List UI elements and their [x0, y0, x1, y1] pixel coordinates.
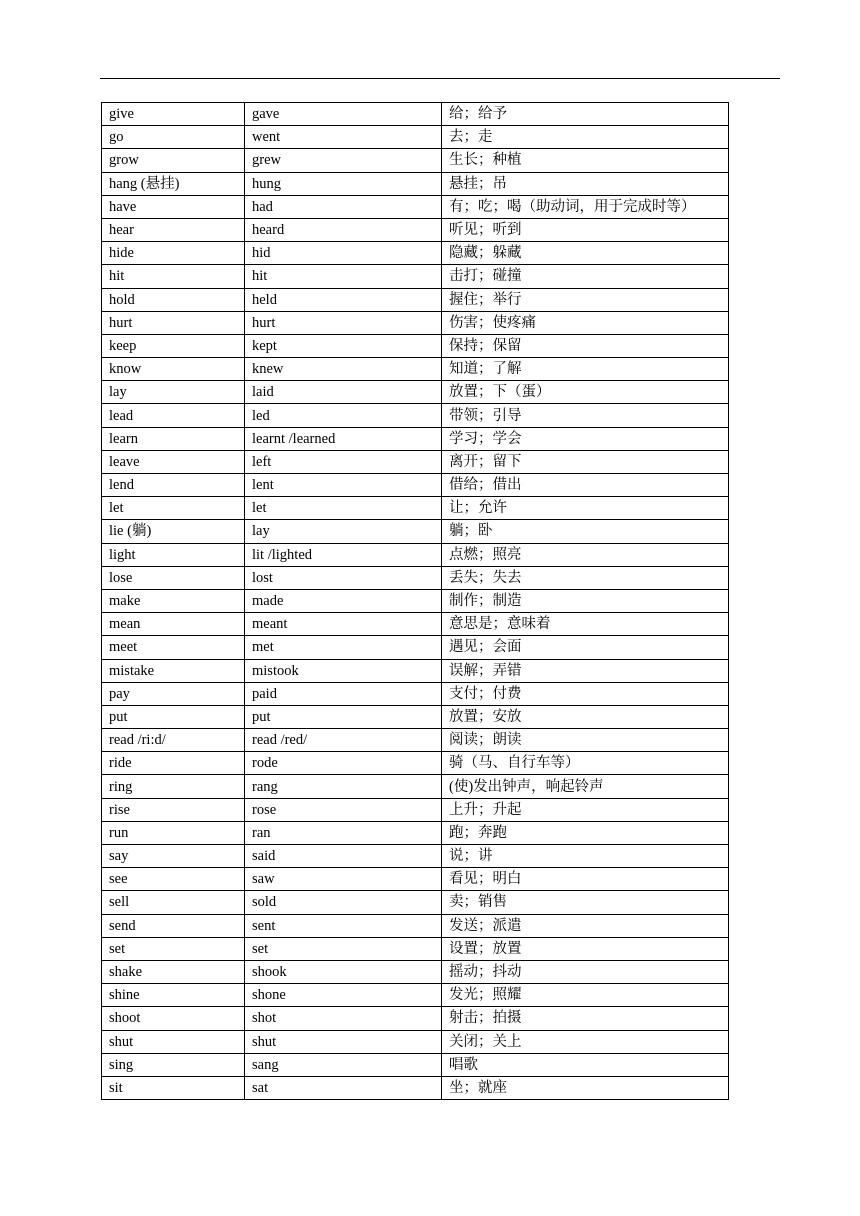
cell-base-form: shoot — [102, 1007, 245, 1030]
cell-meaning: (使)发出钟声，响起铃声 — [442, 775, 729, 798]
cell-meaning: 说；讲 — [442, 845, 729, 868]
cell-past-tense: sat — [245, 1076, 442, 1099]
table-row — [102, 450, 729, 473]
cell-base-form: hit — [102, 265, 245, 288]
table-row — [102, 497, 729, 520]
cell-meaning: 听见；听到 — [442, 218, 729, 241]
cell-base-form: see — [102, 868, 245, 891]
cell-past-tense: meant — [245, 613, 442, 636]
cell-past-tense: lit /lighted — [245, 543, 442, 566]
cell-base-form: shut — [102, 1030, 245, 1053]
cell-meaning: 去；走 — [442, 126, 729, 149]
cell-base-form: rise — [102, 798, 245, 821]
cell-meaning: 躺；卧 — [442, 520, 729, 543]
cell-meaning: 知道；了解 — [442, 358, 729, 381]
cell-meaning: 离开；留下 — [442, 450, 729, 473]
cell-past-tense: sold — [245, 891, 442, 914]
cell-meaning: 生长；种植 — [442, 149, 729, 172]
cell-meaning: 遇见；会面 — [442, 636, 729, 659]
cell-past-tense: lent — [245, 474, 442, 497]
cell-base-form: shine — [102, 984, 245, 1007]
cell-meaning: 关闭；关上 — [442, 1030, 729, 1053]
cell-meaning: 看见；明白 — [442, 868, 729, 891]
cell-base-form: hear — [102, 218, 245, 241]
cell-past-tense: ran — [245, 821, 442, 844]
cell-past-tense: shut — [245, 1030, 442, 1053]
cell-past-tense: hid — [245, 242, 442, 265]
table-row — [102, 775, 729, 798]
cell-meaning: 击打；碰撞 — [442, 265, 729, 288]
table-row — [102, 474, 729, 497]
table-row — [102, 729, 729, 752]
cell-base-form: lay — [102, 381, 245, 404]
cell-past-tense: led — [245, 404, 442, 427]
table-row — [102, 195, 729, 218]
table-row — [102, 960, 729, 983]
cell-meaning: 制作；制造 — [442, 589, 729, 612]
cell-past-tense: met — [245, 636, 442, 659]
table-row — [102, 381, 729, 404]
cell-base-form: lead — [102, 404, 245, 427]
table-row — [102, 868, 729, 891]
table-row — [102, 845, 729, 868]
table-row — [102, 520, 729, 543]
cell-base-form: sit — [102, 1076, 245, 1099]
cell-meaning: 摇动；抖动 — [442, 960, 729, 983]
cell-base-form: lend — [102, 474, 245, 497]
cell-meaning: 伤害；使疼痛 — [442, 311, 729, 334]
cell-base-form: know — [102, 358, 245, 381]
cell-past-tense: learnt /learned — [245, 427, 442, 450]
table-row — [102, 636, 729, 659]
cell-meaning: 射击；拍摄 — [442, 1007, 729, 1030]
cell-past-tense: kept — [245, 334, 442, 357]
cell-base-form: keep — [102, 334, 245, 357]
cell-meaning: 悬挂；吊 — [442, 172, 729, 195]
cell-base-form: pay — [102, 682, 245, 705]
cell-base-form: hurt — [102, 311, 245, 334]
table-row — [102, 821, 729, 844]
cell-base-form: put — [102, 705, 245, 728]
table-row — [102, 891, 729, 914]
cell-past-tense: read /red/ — [245, 729, 442, 752]
table-row — [102, 1030, 729, 1053]
verb-table-body — [102, 103, 729, 1100]
table-row — [102, 334, 729, 357]
cell-meaning: 带领；引导 — [442, 404, 729, 427]
cell-base-form: light — [102, 543, 245, 566]
cell-base-form: have — [102, 195, 245, 218]
table-row — [102, 218, 729, 241]
cell-meaning: 骑（马、自行车等） — [442, 752, 729, 775]
cell-meaning: 发送；派遣 — [442, 914, 729, 937]
table-row — [102, 798, 729, 821]
cell-past-tense: saw — [245, 868, 442, 891]
table-row — [102, 311, 729, 334]
cell-past-tense: rode — [245, 752, 442, 775]
cell-past-tense: let — [245, 497, 442, 520]
cell-past-tense: rang — [245, 775, 442, 798]
cell-base-form: go — [102, 126, 245, 149]
cell-base-form: leave — [102, 450, 245, 473]
cell-meaning: 放置；安放 — [442, 705, 729, 728]
cell-base-form: make — [102, 589, 245, 612]
cell-meaning: 学习；学会 — [442, 427, 729, 450]
table-row — [102, 242, 729, 265]
table-row — [102, 1076, 729, 1099]
cell-base-form: mean — [102, 613, 245, 636]
cell-base-form: hang (悬挂) — [102, 172, 245, 195]
cell-base-form: give — [102, 103, 245, 126]
cell-base-form: read /ri:d/ — [102, 729, 245, 752]
table-row — [102, 937, 729, 960]
cell-meaning: 上升；升起 — [442, 798, 729, 821]
cell-past-tense: left — [245, 450, 442, 473]
cell-base-form: let — [102, 497, 245, 520]
cell-meaning: 唱歌 — [442, 1053, 729, 1076]
cell-meaning: 阅读；朗读 — [442, 729, 729, 752]
cell-past-tense: held — [245, 288, 442, 311]
cell-meaning: 卖；销售 — [442, 891, 729, 914]
cell-past-tense: knew — [245, 358, 442, 381]
cell-base-form: hide — [102, 242, 245, 265]
cell-meaning: 发光；照耀 — [442, 984, 729, 1007]
cell-past-tense: rose — [245, 798, 442, 821]
cell-meaning: 握住；举行 — [442, 288, 729, 311]
table-row — [102, 1007, 729, 1030]
cell-base-form: say — [102, 845, 245, 868]
cell-base-form: set — [102, 937, 245, 960]
cell-past-tense: grew — [245, 149, 442, 172]
cell-past-tense: laid — [245, 381, 442, 404]
cell-past-tense: sang — [245, 1053, 442, 1076]
cell-past-tense: hit — [245, 265, 442, 288]
cell-past-tense: lay — [245, 520, 442, 543]
table-row — [102, 984, 729, 1007]
table-row — [102, 589, 729, 612]
cell-base-form: sell — [102, 891, 245, 914]
cell-meaning: 误解；弄错 — [442, 659, 729, 682]
cell-past-tense: had — [245, 195, 442, 218]
cell-base-form: lose — [102, 566, 245, 589]
header-rule — [100, 78, 780, 79]
cell-meaning: 坐；就座 — [442, 1076, 729, 1099]
cell-base-form: send — [102, 914, 245, 937]
cell-meaning: 设置；放置 — [442, 937, 729, 960]
cell-past-tense: went — [245, 126, 442, 149]
cell-base-form: grow — [102, 149, 245, 172]
cell-past-tense: shone — [245, 984, 442, 1007]
cell-past-tense: paid — [245, 682, 442, 705]
cell-past-tense: shot — [245, 1007, 442, 1030]
table-row — [102, 705, 729, 728]
cell-past-tense: shook — [245, 960, 442, 983]
cell-meaning: 点燃；照亮 — [442, 543, 729, 566]
table-row — [102, 1053, 729, 1076]
cell-past-tense: mistook — [245, 659, 442, 682]
cell-base-form: meet — [102, 636, 245, 659]
table-row — [102, 288, 729, 311]
cell-past-tense: said — [245, 845, 442, 868]
cell-base-form: ride — [102, 752, 245, 775]
table-row — [102, 914, 729, 937]
table-row — [102, 265, 729, 288]
cell-past-tense: made — [245, 589, 442, 612]
table-row — [102, 172, 729, 195]
cell-past-tense: lost — [245, 566, 442, 589]
cell-base-form: hold — [102, 288, 245, 311]
table-row — [102, 404, 729, 427]
cell-meaning: 借给；借出 — [442, 474, 729, 497]
table-row — [102, 682, 729, 705]
cell-base-form: sing — [102, 1053, 245, 1076]
irregular-verb-table — [101, 102, 729, 1100]
cell-base-form: mistake — [102, 659, 245, 682]
table-row — [102, 613, 729, 636]
table-row — [102, 566, 729, 589]
cell-meaning: 丢失；失去 — [442, 566, 729, 589]
table-row — [102, 103, 729, 126]
cell-past-tense: gave — [245, 103, 442, 126]
cell-past-tense: sent — [245, 914, 442, 937]
cell-past-tense: hung — [245, 172, 442, 195]
cell-meaning: 保持；保留 — [442, 334, 729, 357]
cell-meaning: 意思是；意味着 — [442, 613, 729, 636]
cell-past-tense: put — [245, 705, 442, 728]
table-row — [102, 358, 729, 381]
cell-meaning: 放置；下（蛋） — [442, 381, 729, 404]
cell-meaning: 跑；奔跑 — [442, 821, 729, 844]
table-row — [102, 149, 729, 172]
table-row — [102, 659, 729, 682]
cell-meaning: 有；吃；喝（助动词，用于完成时等） — [442, 195, 729, 218]
cell-meaning: 隐藏；躲藏 — [442, 242, 729, 265]
cell-base-form: learn — [102, 427, 245, 450]
cell-past-tense: hurt — [245, 311, 442, 334]
cell-base-form: lie (躺) — [102, 520, 245, 543]
cell-meaning: 给；给予 — [442, 103, 729, 126]
cell-base-form: ring — [102, 775, 245, 798]
cell-base-form: shake — [102, 960, 245, 983]
table-row — [102, 126, 729, 149]
cell-base-form: run — [102, 821, 245, 844]
cell-past-tense: heard — [245, 218, 442, 241]
cell-meaning: 让；允许 — [442, 497, 729, 520]
table-row — [102, 543, 729, 566]
table-row — [102, 752, 729, 775]
table-row — [102, 427, 729, 450]
cell-past-tense: set — [245, 937, 442, 960]
cell-meaning: 支付；付费 — [442, 682, 729, 705]
